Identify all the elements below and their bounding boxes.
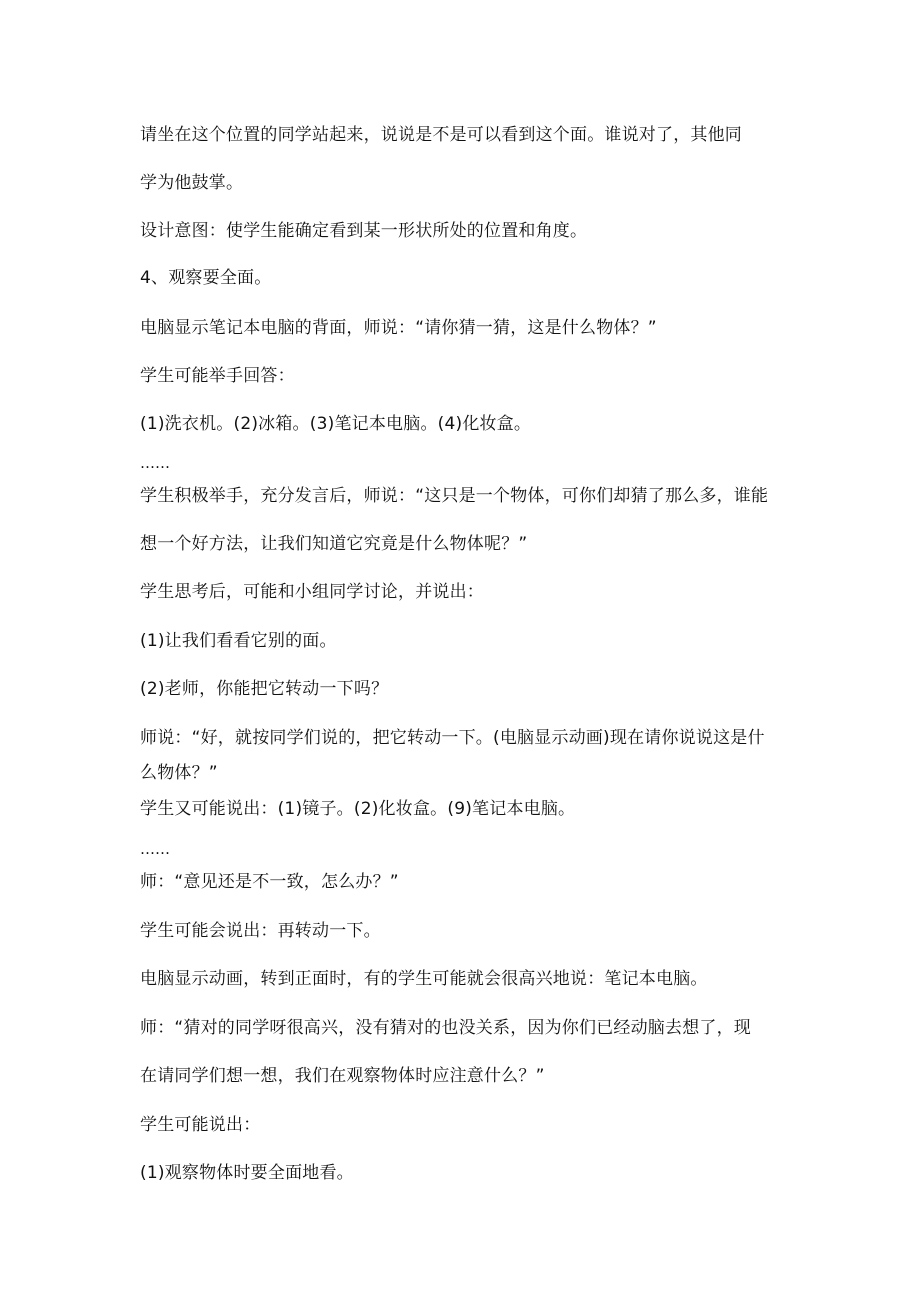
text-line-16: 学生又可能说出：(1)镜子。(2)化妆盒。(9)笔记本电脑。 xyxy=(140,799,576,819)
text-line-20: 电脑显示动画，转到正面时，有的学生可能就会很高兴地说：笔记本电脑。 xyxy=(140,969,708,989)
text-line-12: (1)让我们看看它别的面。 xyxy=(140,631,337,651)
text-line-13: (2)老师，你能把它转动一下吗？ xyxy=(140,679,389,699)
text-line-19: 学生可能会说出：再转动一下。 xyxy=(140,921,381,941)
text-line-2: 学为他鼓掌。 xyxy=(140,173,244,193)
ellipsis-1: …… xyxy=(140,454,170,472)
section-heading: 4、观察要全面。 xyxy=(140,268,272,288)
text-line-15: 么物体？” xyxy=(140,763,218,783)
text-line-22: 在请同学们想一想，我们在观察物体时应注意什么？” xyxy=(140,1066,545,1086)
text-line-3: 设计意图：使学生能确定看到某一形状所处的位置和角度。 xyxy=(140,221,588,241)
text-line-23: 学生可能说出： xyxy=(140,1115,261,1135)
text-line-24: (1)观察物体时要全面地看。 xyxy=(140,1163,354,1183)
text-line-7: (1)洗衣机。(2)冰箱。(3)笔记本电脑。(4)化妆盒。 xyxy=(140,414,532,434)
ellipsis-2: …… xyxy=(140,840,170,858)
text-line-10: 想一个好方法，让我们知道它究竟是什么物体呢？” xyxy=(140,534,528,554)
text-line-5: 电脑显示笔记本电脑的背面，师说：“请你猜一猜，这是什么物体？” xyxy=(140,318,657,338)
text-line-21: 师：“猜对的同学呀很高兴，没有猜对的也没关系，因为你们已经动脑去想了，现 xyxy=(140,1018,752,1038)
text-line-11: 学生思考后，可能和小组同学讨论，并说出： xyxy=(140,582,484,602)
text-line-1: 请坐在这个位置的同学站起来，说说是不是可以看到这个面。谁说对了，其他同 xyxy=(140,125,742,145)
text-line-9: 学生积极举手，充分发言后，师说：“这只是一个物体，可你们却猜了那么多，谁能 xyxy=(140,486,769,506)
text-line-18: 师：“意见还是不一致，怎么办？” xyxy=(140,872,399,892)
text-line-6: 学生可能举手回答： xyxy=(140,366,295,386)
text-line-14: 师说：“好，就按同学们说的，把它转动一下。(电脑显示动画)现在请你说说这是什 xyxy=(140,728,765,748)
